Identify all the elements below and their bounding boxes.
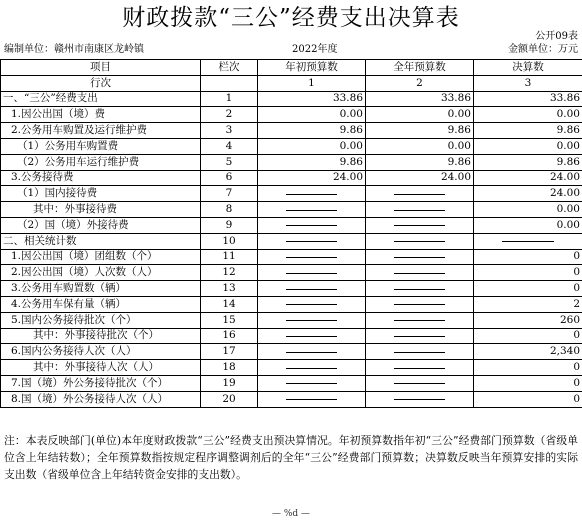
not-applicable-dash (394, 257, 445, 258)
cell-initial-budget (258, 281, 366, 297)
cell-annual-budget: 0.00 (366, 138, 474, 154)
cell-initial-budget (258, 375, 366, 391)
not-applicable-dash (286, 289, 337, 290)
cell-initial-budget: 33.86 (258, 91, 366, 107)
not-applicable-dash (394, 304, 445, 305)
table-row (1, 233, 582, 249)
cell-final-accounts: 24.00 (474, 186, 582, 202)
table-row (1, 344, 582, 360)
row-item-name: （1）公务用车购置费 (1, 138, 201, 154)
table-row (1, 328, 582, 344)
cell-final-accounts: 0.00 (474, 138, 582, 154)
cell-initial-budget: 0.00 (258, 138, 366, 154)
row-item-name: （2）公务用车运行维护费 (1, 154, 201, 170)
table-row (1, 281, 582, 297)
cell-annual-budget (366, 296, 474, 312)
cell-initial-budget (258, 186, 366, 202)
not-applicable-dash (394, 399, 445, 400)
table-row (1, 202, 582, 218)
footnote: 注：本表反映部门(单位)本年度财政拨款“三公”经费支出预决算情况。年初预算数指年初“三公”经费部门预算数（省级单位含上年结转数）；全年预算数指按规定程序调整调剂后的全年“三公”经费部门预算数；决算数反映当年预算安排的实际支出数（省级单位含上年结转资金安排的支出数）。 (4, 434, 578, 481)
not-applicable-dash (286, 320, 337, 321)
row-line-number: 18 (201, 360, 258, 376)
cell-final-accounts: 0 (474, 249, 582, 265)
not-applicable-dash (286, 257, 337, 258)
not-applicable-dash (394, 368, 445, 369)
cell-initial-budget (258, 360, 366, 376)
row-line-number: 7 (201, 186, 258, 202)
not-applicable-dash (394, 194, 445, 195)
row-line-number: 14 (201, 296, 258, 312)
row-line-number: 15 (201, 312, 258, 328)
table-row (1, 138, 582, 154)
not-applicable-dash (394, 210, 445, 211)
cell-final-accounts: 2 (474, 296, 582, 312)
header-annual-budget: 全年预算数 (366, 60, 474, 76)
header-row (1, 60, 582, 76)
row-item-name: 3.公务接待费 (1, 170, 201, 186)
table-row (1, 123, 582, 139)
cell-annual-budget (366, 312, 474, 328)
row-item-name: 8.国（境）外公务接待人次（人） (1, 391, 201, 407)
cell-final-accounts: 0 (474, 375, 582, 391)
compiling-unit: 编制单位：赣州市南康区龙岭镇 (4, 44, 144, 55)
cell-final-accounts: 0 (474, 391, 582, 407)
cell-final-accounts: 0 (474, 265, 582, 281)
not-applicable-dash (502, 241, 554, 242)
not-applicable-dash (286, 368, 337, 369)
cell-final-accounts: 9.86 (474, 154, 582, 170)
page-title: 财政拨款“三公”经费支出决算表 (122, 5, 460, 31)
cell-annual-budget (366, 202, 474, 218)
cell-final-accounts: 33.86 (474, 91, 582, 107)
cell-annual-budget: 9.86 (366, 123, 474, 139)
not-applicable-dash (394, 336, 445, 337)
row-item-name: 二、相关统计数 (1, 233, 201, 249)
header-initial-budget: 年初预算数 (258, 60, 366, 76)
not-applicable-dash (286, 304, 337, 305)
cell-annual-budget: 0.00 (366, 107, 474, 123)
header-index-1: 1 (258, 75, 366, 91)
cell-final-accounts: 0.00 (474, 217, 582, 233)
cell-final-accounts: 0 (474, 360, 582, 376)
not-applicable-dash (286, 383, 337, 384)
cell-initial-budget (258, 249, 366, 265)
not-applicable-dash (394, 320, 445, 321)
cell-final-accounts (474, 233, 582, 249)
row-line-number: 20 (201, 391, 258, 407)
cell-final-accounts: 0 (474, 328, 582, 344)
row-item-name: 一、“三公”经费支出 (1, 91, 201, 107)
row-item-name: 7.国（境）外公务接待批次（个） (1, 375, 201, 391)
row-line-number: 5 (201, 154, 258, 170)
not-applicable-dash (394, 241, 445, 242)
row-line-number: 10 (201, 233, 258, 249)
row-item-name: 4.公务用车保有量（辆） (1, 296, 201, 312)
cell-final-accounts: 2,340 (474, 344, 582, 360)
row-item-name: 其中：外事接待费 (1, 202, 201, 218)
not-applicable-dash (286, 273, 337, 274)
table-row (1, 296, 582, 312)
table-row (1, 217, 582, 233)
header-blank (201, 75, 258, 91)
form-number: 公开09表 (535, 31, 578, 42)
table-row (1, 186, 582, 202)
cell-annual-budget (366, 328, 474, 344)
cell-initial-budget (258, 265, 366, 281)
table-row (1, 391, 582, 407)
header-item: 项目 (1, 60, 201, 76)
cell-annual-budget: 33.86 (366, 91, 474, 107)
cell-annual-budget (366, 249, 474, 265)
cell-final-accounts: 24.00 (474, 170, 582, 186)
header-row-label: 行次 (1, 75, 201, 91)
cell-initial-budget (258, 296, 366, 312)
row-item-name: 其中：外事接待批次（个） (1, 328, 201, 344)
amount-unit: 金额单位：万元 (508, 44, 578, 55)
cell-initial-budget (258, 391, 366, 407)
row-item-name: 2.因公出国（境）人次数（人） (1, 265, 201, 281)
table-row (1, 265, 582, 281)
row-item-name: （1）国内接待费 (1, 186, 201, 202)
cell-final-accounts: 9.86 (474, 123, 582, 139)
table-row (1, 375, 582, 391)
cell-annual-budget (366, 217, 474, 233)
row-line-number: 9 (201, 217, 258, 233)
expenditure-table (0, 59, 582, 408)
cell-initial-budget (258, 217, 366, 233)
header-index-2: 2 (366, 75, 474, 91)
row-item-name: 6.国内公务接待人次（人） (1, 344, 201, 360)
not-applicable-dash (394, 273, 445, 274)
header-col-no: 栏次 (201, 60, 258, 76)
cell-initial-budget: 24.00 (258, 170, 366, 186)
row-item-name: 2.公务用车购置及运行维护费 (1, 123, 201, 139)
row-item-name: 1.因公出国（境）团组数（个） (1, 249, 201, 265)
not-applicable-dash (286, 399, 337, 400)
cell-annual-budget: 9.86 (366, 154, 474, 170)
cell-annual-budget (366, 233, 474, 249)
cell-annual-budget (366, 281, 474, 297)
cell-initial-budget: 9.86 (258, 123, 366, 139)
not-applicable-dash (286, 336, 337, 337)
row-item-name: 3.公务用车购置数（辆） (1, 281, 201, 297)
header-final-accounts: 决算数 (474, 60, 582, 76)
table-row (1, 249, 582, 265)
row-line-number: 16 (201, 328, 258, 344)
header-index-3: 3 (474, 75, 582, 91)
row-line-number: 8 (201, 202, 258, 218)
fiscal-year: 2022年度 (292, 44, 338, 55)
page-footer: — %d — (271, 509, 311, 519)
not-applicable-dash (286, 241, 337, 242)
table-row (1, 91, 582, 107)
not-applicable-dash (286, 210, 337, 211)
row-line-number: 3 (201, 123, 258, 139)
row-item-name: 1.因公出国（境）费 (1, 107, 201, 123)
not-applicable-dash (286, 194, 337, 195)
cell-annual-budget (366, 265, 474, 281)
cell-annual-budget (366, 391, 474, 407)
table-row (1, 360, 582, 376)
row-item-name: 其中：外事接待人次（人） (1, 360, 201, 376)
row-line-number: 12 (201, 265, 258, 281)
cell-initial-budget (258, 233, 366, 249)
table-row (1, 170, 582, 186)
not-applicable-dash (286, 225, 337, 226)
cell-final-accounts: 260 (474, 312, 582, 328)
cell-initial-budget: 0.00 (258, 107, 366, 123)
row-line-number: 1 (201, 91, 258, 107)
not-applicable-dash (286, 352, 337, 353)
not-applicable-dash (394, 383, 445, 384)
table-row (1, 312, 582, 328)
cell-initial-budget (258, 344, 366, 360)
cell-annual-budget (366, 360, 474, 376)
table-row (1, 107, 582, 123)
not-applicable-dash (394, 352, 445, 353)
table-row (1, 154, 582, 170)
cell-annual-budget (366, 186, 474, 202)
cell-initial-budget: 9.86 (258, 154, 366, 170)
row-line-number: 2 (201, 107, 258, 123)
cell-final-accounts: 0.00 (474, 202, 582, 218)
cell-annual-budget: 24.00 (366, 170, 474, 186)
cell-initial-budget (258, 328, 366, 344)
not-applicable-dash (394, 225, 445, 226)
cell-annual-budget (366, 344, 474, 360)
row-line-number: 6 (201, 170, 258, 186)
row-item-name: （2）国（境）外接待费 (1, 217, 201, 233)
cell-annual-budget (366, 375, 474, 391)
not-applicable-dash (394, 289, 445, 290)
row-line-number: 11 (201, 249, 258, 265)
row-line-number: 19 (201, 375, 258, 391)
cell-initial-budget (258, 202, 366, 218)
cell-final-accounts: 0 (474, 281, 582, 297)
header-index-row (1, 75, 582, 91)
cell-final-accounts: 0.00 (474, 107, 582, 123)
row-line-number: 17 (201, 344, 258, 360)
row-line-number: 4 (201, 138, 258, 154)
cell-initial-budget (258, 312, 366, 328)
row-item-name: 5.国内公务接待批次（个） (1, 312, 201, 328)
row-line-number: 13 (201, 281, 258, 297)
